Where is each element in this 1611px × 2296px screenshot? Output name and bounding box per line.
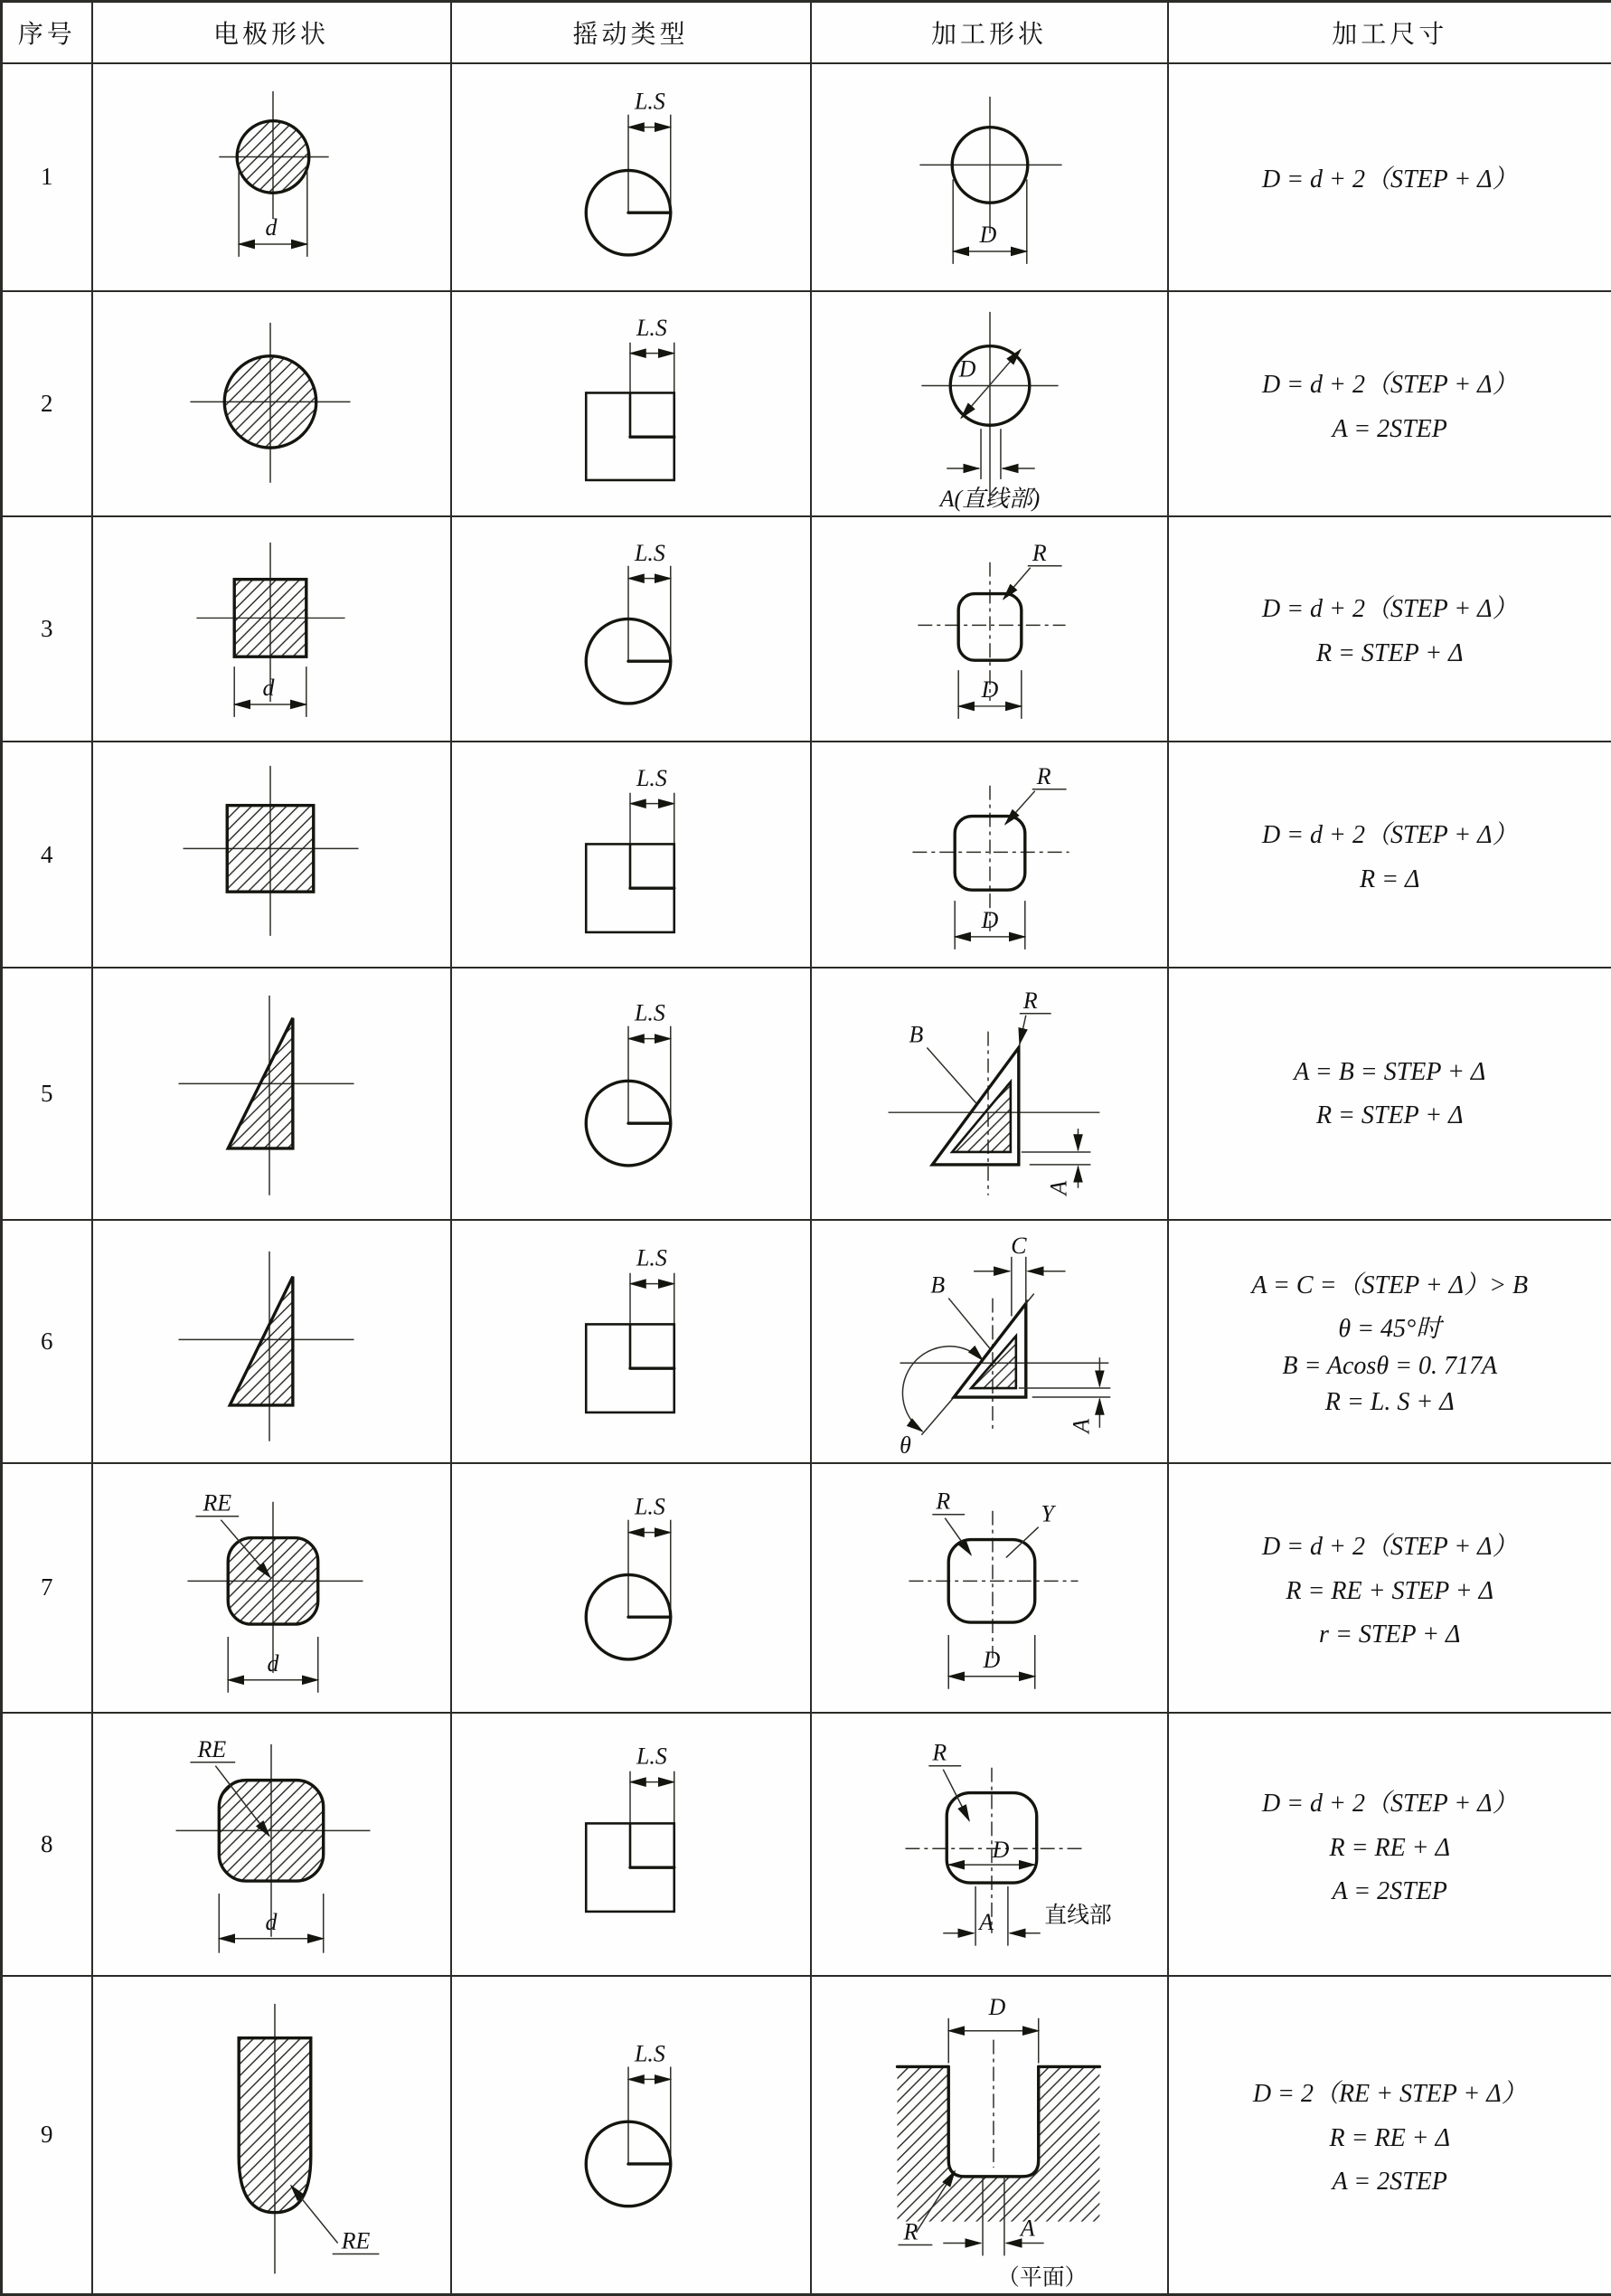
hatched-circle — [237, 120, 309, 193]
formula-line: A = B = STEP + Δ — [1294, 1058, 1485, 1087]
dim-label-D: D — [978, 221, 996, 247]
dim-label-ls: L.S — [634, 1493, 665, 1519]
header-electrode-shape: 电极形状 — [92, 2, 451, 63]
ls-dimension — [628, 566, 671, 661]
dim-label-R: R — [1022, 987, 1037, 1014]
label-straight-part: 直线部 — [1044, 1903, 1112, 1928]
D-dimension — [948, 1837, 1035, 1865]
formula-line: R = RE + Δ — [1329, 2124, 1450, 2153]
electrode-triangle-drawing — [93, 1221, 450, 1462]
formula-line: A = C =（STEP + Δ）> B — [1251, 1265, 1528, 1301]
machined-circle-diagonal-drawing — [812, 292, 1167, 515]
hatched-square — [227, 805, 314, 892]
hatched-bullet — [239, 2037, 311, 2212]
d-dimension — [234, 666, 306, 717]
oscillation-drawing-cell — [451, 1976, 811, 2295]
dim-label-theta: θ — [900, 1432, 911, 1459]
electrode-drawing-cell — [92, 968, 451, 1220]
dim-label-Y: Y — [1041, 1500, 1056, 1526]
machined-shape-drawing-cell — [811, 516, 1168, 742]
formula-line: R = STEP + Δ — [1316, 639, 1464, 668]
row-number: 1 — [2, 63, 92, 292]
electrode-drawing-cell — [92, 742, 451, 968]
circular-oscillation-symbol — [452, 1464, 810, 1713]
formula-line: A = 2STEP — [1333, 2168, 1447, 2197]
A-dimension — [1018, 1357, 1109, 1435]
dim-label-ls: L.S — [634, 540, 665, 566]
electrode-drawing-cell — [92, 1220, 451, 1463]
dim-label-RE: RE — [202, 1489, 231, 1516]
D-dimension — [958, 670, 1022, 719]
electrode-drawing-cell — [92, 63, 451, 292]
R-leader — [1019, 987, 1050, 1044]
quadrant-notch — [630, 393, 674, 438]
A-dimension — [937, 429, 1040, 512]
formula-cell — [1168, 968, 1611, 1220]
ls-dimension — [628, 114, 671, 212]
header-oscillation-type: 摇动类型 — [451, 2, 811, 63]
row-number: 7 — [2, 1463, 92, 1714]
row-number: 2 — [2, 291, 92, 516]
dim-label-D: D — [957, 356, 975, 383]
ls-dimension — [630, 343, 674, 393]
machined-rounded-square-drawing — [812, 742, 1167, 968]
formula-line: D = d + 2（STEP + Δ） — [1262, 364, 1518, 401]
electrode-square-large-drawing — [93, 742, 450, 968]
hatched-triangle — [230, 1277, 293, 1405]
header-seq: 序号 — [2, 2, 92, 63]
machined-shape-drawing-cell — [811, 968, 1168, 1220]
R-leader — [1004, 762, 1066, 824]
circular-oscillation-symbol — [452, 1977, 810, 2293]
oscillation-drawing-cell — [451, 742, 811, 968]
table-row — [2, 742, 1611, 968]
square-oscillation-symbol — [452, 742, 810, 968]
row-number: 5 — [2, 968, 92, 1220]
dim-label-D: D — [982, 1647, 1000, 1673]
label-flat-plane: （平面） — [996, 2264, 1086, 2290]
electrode-circle-small-drawing — [93, 64, 450, 291]
R-leader — [1003, 540, 1061, 600]
electrode-drawing-cell — [92, 291, 451, 516]
square-oscillation-symbol — [452, 1221, 810, 1462]
dim-label-ls: L.S — [635, 1743, 666, 1770]
dim-label-d: d — [267, 1650, 278, 1677]
electrode-bullet-shape-drawing — [93, 1977, 450, 2293]
dim-label-d: d — [262, 675, 274, 701]
crosshair-lines — [921, 312, 1058, 504]
hatched-circle — [224, 356, 316, 448]
ls-dimension — [630, 1273, 674, 1325]
machined-shape-drawing-cell — [811, 1220, 1168, 1463]
circular-oscillation-symbol — [452, 64, 810, 291]
table-row — [2, 1976, 1611, 2295]
formula-line: D = d + 2（STEP + Δ） — [1262, 1526, 1518, 1563]
label-a-straight-part: A(直线部) — [937, 486, 1040, 512]
machined-shape-drawing-cell — [811, 1463, 1168, 1714]
machined-rounded-square-drawing — [812, 517, 1167, 741]
dim-label-RE: RE — [340, 2227, 370, 2253]
formula-line: R = Δ — [1360, 865, 1419, 894]
electrode-square-small-drawing — [93, 517, 450, 741]
dim-label-A: A — [977, 1909, 994, 1935]
formula-line: D = d + 2（STEP + Δ） — [1262, 1783, 1518, 1819]
electrode-drawing-cell — [92, 1976, 451, 2295]
electrode-triangle-drawing — [93, 968, 450, 1219]
B-leader — [909, 1022, 976, 1104]
machined-barrel-shape-drawing — [812, 1464, 1167, 1713]
electrode-drawing-cell — [92, 516, 451, 742]
B-leader — [930, 1272, 990, 1349]
dim-label-D: D — [980, 907, 998, 933]
oscillation-drawing-cell — [451, 1713, 811, 1976]
machined-barrel-shape-drawing — [812, 1714, 1167, 1975]
dim-label-A: A — [1045, 1181, 1071, 1197]
dim-label-ls: L.S — [634, 88, 665, 114]
table-row — [2, 291, 1611, 516]
dim-label-ls: L.S — [634, 2040, 665, 2066]
dim-label-R: R — [902, 2218, 918, 2244]
dim-label-R: R — [935, 1488, 950, 1514]
formula-line: B = Acosθ = 0. 717A — [1282, 1352, 1497, 1381]
dim-label-D: D — [987, 1994, 1005, 2020]
electrode-rounded-square-drawing — [93, 1464, 450, 1713]
center-lines — [909, 1510, 1078, 1658]
ls-dimension — [628, 1026, 671, 1123]
dim-label-D: D — [980, 676, 998, 703]
formula-cell — [1168, 63, 1611, 292]
hatched-square — [234, 580, 306, 657]
formula-line: D = d + 2（STEP + Δ） — [1262, 815, 1518, 851]
row-number: 4 — [2, 742, 92, 968]
dim-label-A: A — [1068, 1419, 1094, 1435]
electrode-circle-large-drawing — [93, 292, 450, 515]
dim-label-R: R — [931, 1740, 947, 1766]
formula-line: r = STEP + Δ — [1319, 1620, 1460, 1649]
oscillation-drawing-cell — [451, 968, 811, 1220]
header-row — [2, 2, 1611, 63]
dim-label-A: A — [1018, 2215, 1034, 2241]
D-dimension — [948, 1635, 1035, 1689]
quadrant-notch — [630, 844, 674, 888]
square-oscillation-symbol — [452, 1714, 810, 1975]
formula-line: D = 2（RE + STEP + Δ） — [1253, 2074, 1527, 2110]
formula-line: θ = 45°时 — [1338, 1309, 1441, 1345]
table-row — [2, 968, 1611, 1220]
machined-circle-drawing — [812, 64, 1167, 291]
formula-cell — [1168, 1976, 1611, 2295]
dim-label-D: D — [991, 1837, 1009, 1863]
dim-label-ls: L.S — [635, 1245, 666, 1271]
inner-hatched-triangle — [952, 1082, 1011, 1153]
formula-line: D = d + 2（STEP + Δ） — [1262, 589, 1518, 625]
row-number: 3 — [2, 516, 92, 742]
dim-label-RE: RE — [196, 1736, 226, 1762]
hatched-material-section — [897, 2066, 1099, 2221]
R-leader — [932, 1488, 971, 1554]
electrode-rounded-square-drawing — [93, 1714, 450, 1975]
formula-cell — [1168, 742, 1611, 968]
hypotenuse-extension — [921, 1397, 954, 1435]
table-row — [2, 1713, 1611, 1976]
quadrant-notch — [630, 1324, 674, 1368]
dim-label-B: B — [909, 1022, 923, 1048]
formula-line: R = RE + STEP + Δ — [1286, 1577, 1493, 1606]
A-dimension — [943, 1886, 1112, 1946]
oscillation-drawing-cell — [451, 516, 811, 742]
formula-cell — [1168, 516, 1611, 742]
A-dimension — [1021, 1129, 1090, 1198]
formula-cell — [1168, 1713, 1611, 1976]
table-row — [2, 63, 1611, 292]
formula-line: D = d + 2（STEP + Δ） — [1262, 159, 1518, 195]
formula-line: R = RE + Δ — [1329, 1834, 1450, 1863]
dim-label-d: d — [265, 214, 277, 241]
ls-dimension — [630, 792, 674, 844]
circular-oscillation-symbol — [452, 968, 810, 1219]
machined-shape-drawing-cell — [811, 1976, 1168, 2295]
formula-cell — [1168, 1463, 1611, 1714]
ls-dimension — [628, 1519, 671, 1616]
oscillation-drawing-cell — [451, 1463, 811, 1714]
machined-triangle-angle-drawing — [812, 1221, 1167, 1462]
dim-label-B: B — [930, 1272, 945, 1299]
machined-shape-drawing-cell — [811, 291, 1168, 516]
ls-dimension — [630, 1772, 674, 1824]
machined-triangle-drawing — [812, 968, 1167, 1219]
dim-label-ls: L.S — [634, 1000, 665, 1026]
formula-line: A = 2STEP — [1333, 1877, 1447, 1906]
crosshair-lines — [919, 96, 1061, 232]
row-number: 6 — [2, 1220, 92, 1463]
machined-shape-drawing-cell — [811, 63, 1168, 292]
header-machined-shape: 加工形状 — [811, 2, 1168, 63]
quadrant-notch — [630, 1824, 674, 1868]
dim-label-R: R — [1035, 762, 1050, 789]
row-number: 9 — [2, 1976, 92, 2295]
square-oscillation-symbol — [452, 292, 810, 515]
dim-label-ls: L.S — [635, 315, 666, 341]
C-dimension — [974, 1233, 1065, 1317]
hatched-rounded-square — [228, 1537, 317, 1624]
machined-shape-drawing-cell — [811, 742, 1168, 968]
oscillation-drawing-cell — [451, 63, 811, 292]
dim-label-R: R — [1031, 540, 1046, 566]
D-dimension — [955, 901, 1025, 950]
row-number: 8 — [2, 1713, 92, 1976]
formula-line: A = 2STEP — [1333, 415, 1447, 444]
oscillation-drawing-cell — [451, 1220, 811, 1463]
formula-cell — [1168, 1220, 1611, 1463]
formula-cell — [1168, 291, 1611, 516]
machined-shape-drawing-cell — [811, 1713, 1168, 1976]
electrode-drawing-cell — [92, 1463, 451, 1714]
dim-label-C: C — [1011, 1233, 1027, 1259]
hatched-rounded-square — [219, 1781, 323, 1881]
table-row — [2, 516, 1611, 742]
machined-cavity-section-drawing — [812, 1977, 1167, 2293]
formula-line: R = L. S + Δ — [1325, 1388, 1455, 1417]
electrode-drawing-cell — [92, 1713, 451, 1976]
dim-label-ls: L.S — [635, 764, 666, 790]
oscillation-drawing-cell — [451, 291, 811, 516]
header-machined-dimensions: 加工尺寸 — [1168, 2, 1611, 63]
formula-line: R = STEP + Δ — [1316, 1101, 1464, 1130]
circular-oscillation-symbol — [452, 517, 810, 741]
ls-dimension — [628, 2066, 671, 2163]
dim-label-d: d — [265, 1909, 277, 1935]
table-row — [2, 1463, 1611, 1714]
table-row — [2, 1220, 1611, 1463]
